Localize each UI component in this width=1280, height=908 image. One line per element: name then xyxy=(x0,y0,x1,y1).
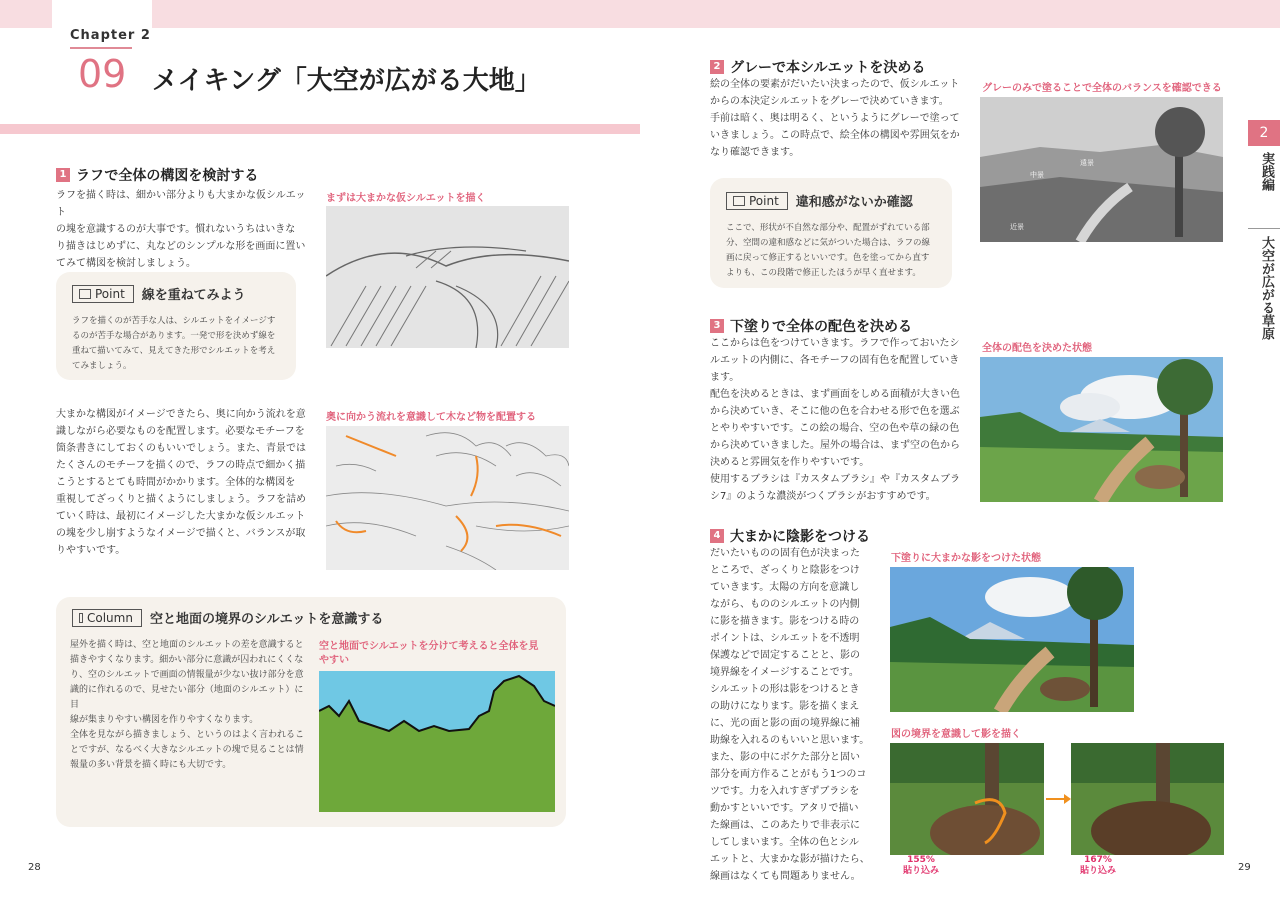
page-number-left: 28 xyxy=(28,862,41,873)
text-line: ます。 xyxy=(710,372,740,383)
section-title: ラフで全体の構図を検討する xyxy=(76,168,259,184)
point-title: 線を重ねてみよう xyxy=(141,288,246,303)
text-line: 重ねて描いてみて、見えてきた形でシルエットを考え xyxy=(72,346,276,356)
book-icon xyxy=(79,613,83,623)
text-line: ラフを描くのが苦手な人は、シルエットをイメージす xyxy=(72,316,276,326)
chapter-underline xyxy=(70,47,132,49)
check-icon xyxy=(79,289,91,299)
text-line: シルエットの形は影をつけるとき xyxy=(710,684,860,695)
shaded-image xyxy=(890,567,1134,712)
figure-caption: 下塗りに大まかな影をつけた状態 xyxy=(891,553,1041,564)
section-number: 09 xyxy=(78,52,127,96)
text-line: こうとするとても時間がかかります。全体的な構図を xyxy=(56,477,296,488)
text-line: 画に戻って修正するといいです。色を塗ってから直す xyxy=(726,253,930,263)
text-line: 線が集まりやすい構図を作りやすくなります。 xyxy=(70,715,259,725)
zoom-value: 155% xyxy=(907,855,935,865)
text-line: よりも、この段階で修正したほうが早く直せます。 xyxy=(726,268,921,278)
text-line: してしまいます。全体の色とシル xyxy=(710,837,859,848)
section-title: グレーで本シルエットを決める xyxy=(730,60,926,76)
side-divider xyxy=(1248,228,1280,229)
column-tag-label: Column xyxy=(87,610,133,625)
text-line: 配色を決めるときは、まず画面をしめる面積が大きい色 xyxy=(710,389,960,400)
section-4-body xyxy=(710,545,870,885)
text-line: 報量の多い背景を描く時にも大切です。 xyxy=(70,760,232,770)
text-line: てみて構図を検討しましょう。 xyxy=(56,258,196,269)
section-1-heading xyxy=(56,165,258,185)
rough-sketch-image xyxy=(326,206,569,348)
section-badge: 2 xyxy=(710,60,724,74)
text-line: 助線を入れるのもいいと思います。 xyxy=(710,735,870,746)
point-tag-label: Point xyxy=(749,193,779,208)
zoom-note: 貼り込み xyxy=(1080,866,1117,876)
text-line: から決めていきました。屋外の場合は、まず空の色から xyxy=(710,440,960,451)
text-line: の助けになります。影を描くまえ xyxy=(710,701,860,712)
page-number-right: 29 xyxy=(1238,862,1251,873)
column-tag xyxy=(72,609,142,627)
point-tag-label: Point xyxy=(95,286,125,301)
chapter-label: Chapter 2 xyxy=(70,28,151,43)
point-1-body xyxy=(72,314,292,374)
zoom-note: 貼り込み xyxy=(903,866,940,876)
text-line: ところで、ざっくりと陰影をつけ xyxy=(710,565,860,576)
figure-caption: 図の境界を意識して影を描く xyxy=(891,729,1021,740)
text-line: シ7』のような濃淡がつくブラシがおすすめです。 xyxy=(710,491,936,502)
text-line: ながら、もののシルエットの内側 xyxy=(710,599,860,610)
text-line: 全体を見ながら描きましょう、というのはよく言われるこ xyxy=(70,730,305,740)
text-line: りやすいです。 xyxy=(56,545,126,556)
lineart-sketch-image xyxy=(326,426,569,570)
figure-caption: まずは大まかな仮シルエットを描く xyxy=(326,193,486,204)
text-line: 大まかな構図がイメージできたら、奥に向かう流れを意 xyxy=(56,409,306,420)
arrow-right-icon xyxy=(1064,794,1071,804)
text-line: 手前は暗く、奥は明るく、というようにグレーで塗って xyxy=(710,113,960,124)
point-tag xyxy=(72,285,134,303)
section-badge: 3 xyxy=(710,319,724,333)
section-badge: 4 xyxy=(710,529,724,543)
text-line: たくさんのモチーフを描くので、ラフの時点で細かく描 xyxy=(56,460,306,471)
section-4-heading xyxy=(710,526,870,546)
text-line: ていきます。太陽の方向を意識し xyxy=(710,582,860,593)
text-line: 使用するブラシは『カスタムブラシ』や『カスタムブラ xyxy=(710,474,960,485)
caption-line: やすい xyxy=(319,655,349,666)
text-line: なり確認できます。 xyxy=(710,147,800,158)
text-line: からの本決定シルエットをグレーで決めていきます。 xyxy=(710,96,949,107)
text-line: また、影の中にボケた部分と固い xyxy=(710,752,860,763)
top-band xyxy=(0,0,1280,28)
text-line: ポイントは、シルエットを不透明 xyxy=(710,633,860,644)
figure-caption: 全体の配色を決めた状態 xyxy=(982,343,1092,354)
text-line: いきましょう。この時点で、絵全体の構図や雰囲気をか xyxy=(710,130,960,141)
section-1-body xyxy=(56,187,306,272)
text-line: ツです。力を入れすぎずブラシを xyxy=(710,786,860,797)
section-1b-body xyxy=(56,406,306,559)
title-bar xyxy=(0,124,640,134)
zoom-image-2 xyxy=(1071,743,1224,855)
text-line: 線画はなくても問題ありません。 xyxy=(710,871,861,882)
column-body xyxy=(70,638,310,773)
column-title: 空と地面の境界のシルエットを意識する xyxy=(149,612,384,627)
text-line: だいたいものの固有色が決まった xyxy=(710,548,860,559)
point-2-body xyxy=(726,221,948,281)
text-line: とですが、なるべく大きなシルエットの塊で見ることは情 xyxy=(70,745,304,755)
page-title: メイキング「大空が広がる大地」 xyxy=(152,66,541,96)
base-color-image xyxy=(980,357,1223,502)
column-header xyxy=(72,608,383,627)
text-line: に影を描きます。影をつける時の xyxy=(710,616,860,627)
section-title: 大まかに陰影をつける xyxy=(730,529,870,545)
text-line: 部分を両方作ることがもう1つのコ xyxy=(710,769,867,780)
text-line: り描きはじめずに、丸などのシンプルな形を画面に置い xyxy=(56,241,306,252)
text-line: るのが苦手な場合があります。一発で形を決めず線を xyxy=(72,331,276,341)
text-line: 動かすといいです。アタリで描い xyxy=(710,803,859,814)
figure-caption: 奥に向かう流れを意識して木など物を配置する xyxy=(326,412,536,423)
text-line: ていく時は、最初にイメージした大まかな仮シルエット xyxy=(56,511,306,522)
text-line: 決めると雰囲気を作りやすいです。 xyxy=(710,457,870,468)
text-line: 重視してざっくりと描くようにしましょう。ラフを詰め xyxy=(56,494,306,505)
label-background: 遠景 xyxy=(1080,159,1094,167)
text-line: 識的に作れるので、見せたい部分（地面のシルエット）に目 xyxy=(70,685,304,710)
text-line: 箇条書きにしておくのもいいでしょう。また、青景では xyxy=(56,443,306,454)
zoom-label-1 xyxy=(903,855,939,877)
text-line: から決めていき、そこに他の色を合わせる形で色を選ぶ xyxy=(710,406,960,417)
label-foreground: 近景 xyxy=(1010,223,1024,231)
text-line: 保護などで固定することと、影の xyxy=(710,650,860,661)
check-icon xyxy=(733,196,745,206)
grayscale-image xyxy=(980,97,1223,242)
text-line: とやりやすいです。この絵の場合、空の色や草の緑の色 xyxy=(710,423,960,434)
text-line: た線画は、このあたりで非表示に xyxy=(710,820,860,831)
text-line: 分、空間の違和感などに気がついた場合は、ラフの線 xyxy=(726,238,931,248)
side-label-part: 実践編 xyxy=(1259,152,1274,191)
section-3-heading xyxy=(710,316,912,336)
text-line: に、光の面と影の面の境界線に補 xyxy=(710,718,860,729)
zoom-label-2 xyxy=(1080,855,1116,877)
section-3-body xyxy=(710,335,966,505)
text-line: ルエットの内側に、各モチーフの固有色を配置していき xyxy=(710,355,960,366)
text-line: 識しながら必要なものを配置します。必要なモチーフを xyxy=(56,426,305,437)
section-title: 下塗りで全体の配色を決める xyxy=(730,319,912,335)
section-badge: 1 xyxy=(56,168,70,182)
text-line: てみましょう。 xyxy=(72,361,132,371)
section-2-body xyxy=(710,76,960,161)
point-1-header xyxy=(72,284,245,303)
text-line: ここで、形状が不自然な部分や、配置がずれている部 xyxy=(726,223,930,233)
text-line: 絵の全体の要素がだいたい決まったので、仮シルエット xyxy=(710,79,960,90)
point-tag xyxy=(726,192,788,210)
zoom-value: 167% xyxy=(1084,855,1112,865)
text-line: り、空のシルエットで画面の情報量が少ない抜け部分を意 xyxy=(70,670,304,680)
label-midground: 中景 xyxy=(1030,171,1044,179)
text-line: の塊を意識するのが大事です。慣れないうちはいきな xyxy=(56,224,296,235)
text-line: エットと、大まかな影が描けたら、 xyxy=(710,854,870,865)
figure-caption: グレーのみで塗ることで全体のバランスを確認できる xyxy=(982,83,1222,94)
silhouette-image xyxy=(319,671,555,812)
text-line: ラフを描く時は、細かい部分よりも大まかな仮シルエット xyxy=(56,190,306,218)
point-title: 違和感がないか確認 xyxy=(795,195,913,210)
text-line: 境界線をイメージすることです。 xyxy=(710,667,859,678)
column-caption xyxy=(319,640,539,668)
text-line: ここからは色をつけていきます。ラフで作っておいたシ xyxy=(710,338,960,349)
text-line: 描きやすくなります。細かい部分に意識が囚われにくくな xyxy=(70,655,304,665)
chapter-side-tab: 2 xyxy=(1248,120,1280,146)
point-2-header xyxy=(726,191,913,210)
caption-line: 空と地面でシルエットを分けて考えると全体を見 xyxy=(319,641,539,652)
zoom-image-1 xyxy=(890,743,1044,855)
text-line: の塊を少し崩すようなイメージで描くと、バランスが取 xyxy=(56,528,306,539)
text-line: 屋外を描く時は、空と地面のシルエットの差を意識すると xyxy=(70,640,304,650)
side-label-topic: 大空が広がる草原 xyxy=(1259,236,1274,340)
section-2-heading xyxy=(710,57,925,77)
